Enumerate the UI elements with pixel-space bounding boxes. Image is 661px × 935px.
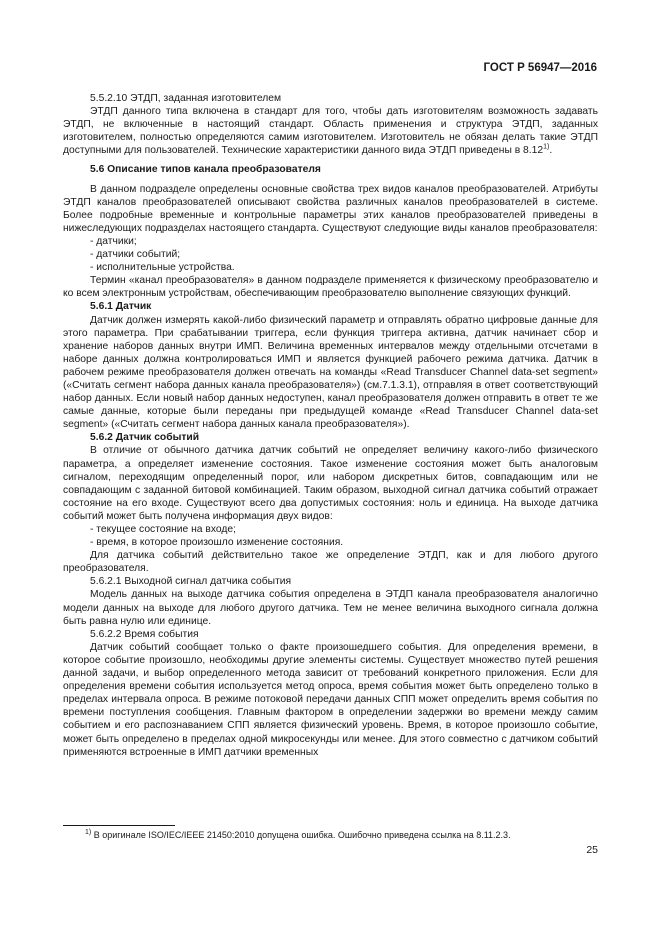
list-item: - датчики событий; bbox=[90, 249, 181, 261]
list-item: - датчики; bbox=[90, 235, 137, 247]
footnote-mark: 1) bbox=[85, 829, 92, 836]
paragraph: Датчик событий сообщает только о факте произошедшего события. Для определения времени, в которое событие произошло, необходимы другие элементы системы. Существует множество путей решения данной задачи, и выбор определенного метода зависит от требований конкретного приложения. Если для определения времени события используется метод опроса, время события может быть определено только в пределах интервала опроса. В режиме потоковой передачи данных СПП может определить время события по времени поступления сообщения. Главным фактором в определении задержки во времени между самим событием и его распознаванием СПП является физический уровень. Время, в которое произошло событие, может быть определено в пределах одной микросекунды или менее. Для этого совместно с датчиком событий применяются встроенные в ИМП датчики временных bbox=[63, 641, 598, 758]
standard-designation: ГОСТ Р 56947—2016 bbox=[483, 62, 597, 74]
subsection-heading: 5.5.2.10 ЭТДП, заданная изготовителем bbox=[90, 93, 282, 104]
footnote-text: В оригинале ISO/IEC/IEEE 21450:2010 допущена ошибка. Ошибочно приведена ссылка на 8.11.2.3. bbox=[93, 830, 511, 840]
footnote bbox=[85, 829, 605, 841]
list-item: - исполнительные устройства. bbox=[90, 262, 235, 274]
section-heading: 5.6 Описание типов канала преобразователя bbox=[90, 164, 321, 176]
page-number: 25 bbox=[586, 844, 598, 856]
subsection-heading: 5.6.2.2 Время события bbox=[90, 628, 199, 640]
footnote-separator bbox=[63, 825, 175, 826]
paragraph: В отличие от обычного датчика датчик событий не определяет величину какого-либо физического параметра, а определяет изменение состояния. Такое изменение состояния может быть аналоговым сигналом, переходящим определенный порог, или набором дискретных битов, совпадающим или не совпадающим с заданной битовой комбинацией. Таким образом, выходной сигнал датчика событий отражает состояние на его входе. Существуют всего два допустимых состояния: ноль и единица. На выходе датчика событий может быть получена информация двух видов: bbox=[63, 445, 598, 522]
section-heading: 5.6.1 Датчик bbox=[90, 301, 152, 313]
page-body bbox=[63, 92, 598, 759]
footnote-ref: 1) bbox=[543, 143, 550, 151]
paragraph: Датчик должен измерять какой-либо физический параметр и отправлять обратно цифровые данные для этого параметра. При срабатывании триггера, если функция триггера активна, датчик начинает сбор и хранение наборов данных внутри ИМП. Величина временных интервалов между отдельными отсчетами в наборе данных должна контролироваться ИМП и является функцией рабочего режима датчика. Датчик в рабочем режиме преобразователя должен отвечать на команды «Read Transducer Channel data-set segment» («Считать сегмент набора данных канала преобразователя») (см.7.1.3.1), отправляя в ответ соответствующий набор данных. Если новый набор данных недоступен, канал преобразователя должен отправить в ответ те же самые данные, которые были переданы при предыдущей команде «Read Transducer Channel data-set segment» («Считать сегмент набора данных канала преобразователя»). bbox=[63, 314, 598, 431]
paragraph: ЭТДП данного типа включена в стандарт для того, чтобы дать изготовителям возможность задавать ЭТДП, не включенные в настоящий стандарт. Область применения и структура ЭТДП, заданных изготовителем, полностью определяются самим изготовителем. Изготовитель не обязан делать такие ЭТДП доступными для пользователей. Технические характеристики данного вида ЭТДП приведены в 8.12$^{1)}$. bbox=[63, 106, 598, 157]
subsection-heading: 5.6.2.1 Выходной сигнал датчика события bbox=[90, 576, 292, 588]
paragraph: В данном подразделе определены основные свойства трех видов каналов преобразователей. Атрибуты ЭТДП каналов преобразователей описывают свойства различных каналов преобразователей в системе. Более подробные временные и контрольные параметры этих каналов преобразователей приведены в нижеследующих подразделах настоящего стандарта. Существуют следующие виды каналов преобразователя: bbox=[63, 183, 598, 234]
paragraph: Термин «канал преобразователя» в данном подразделе применяется к физическому преобразователю и ко всем электронным устройствам, обеспечивающим преобразователю выполнение связующих функций. bbox=[63, 275, 598, 300]
list-item: - текущее состояние на входе; bbox=[90, 524, 236, 535]
paragraph: Модель данных на выходе датчика события определена в ЭТДП канала преобразователя аналогично модели данных на выходе для любого другого датчика. Тем не менее величина выходного сигнала должна быть равна нулю или единице. bbox=[63, 589, 598, 627]
paragraph: Для датчика событий действительно такое же определение ЭТДП, как и для любого другого преобразователя. bbox=[63, 550, 598, 575]
list-item: - время, в которое произошло изменение состояния. bbox=[90, 537, 344, 549]
section-heading: 5.6.2 Датчик событий bbox=[90, 432, 200, 444]
